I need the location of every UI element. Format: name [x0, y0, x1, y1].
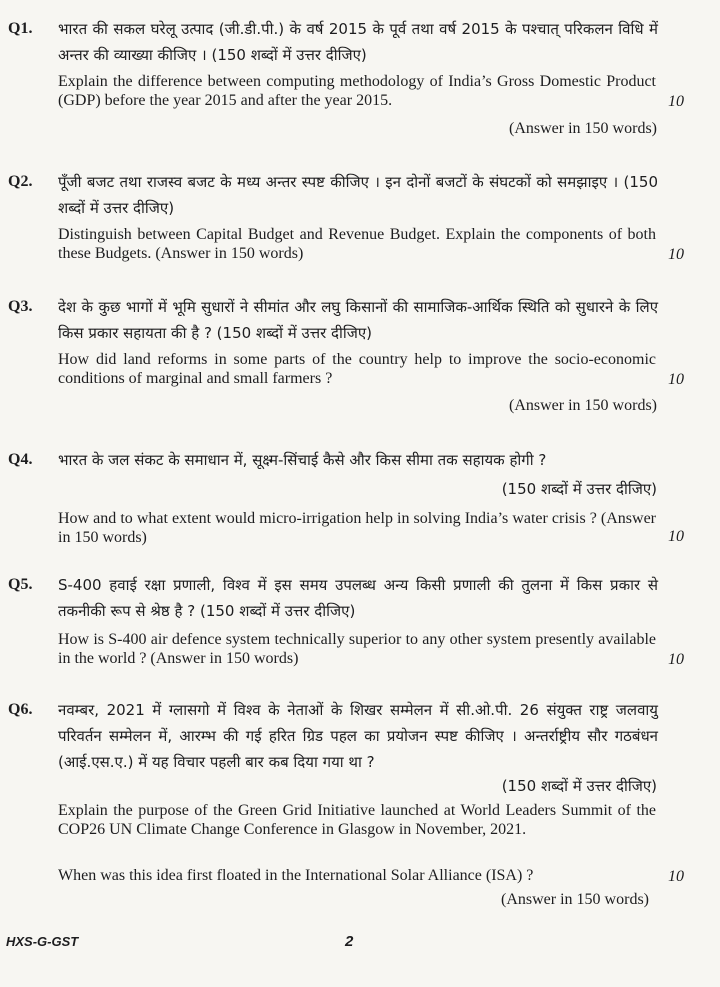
answer-word-limit: (Answer in 150 words): [509, 120, 657, 137]
marks: 10: [668, 371, 684, 388]
question-english-text: Explain the difference between computing methodology of India’s Gross Domestic Product (GDP) before the year 2015 and after the year 2015.: [58, 73, 656, 109]
question-english-text: Explain the purpose of the Green Grid Initiative launched at World Leaders Summit of the COP26 UN Climate Change Conference in Glasgow in November, 2021.: [58, 802, 656, 838]
paper-code: HXS-G-GST: [6, 934, 79, 949]
question-number: Q5.: [8, 576, 33, 593]
answer-word-limit: (Answer in 150 words): [501, 891, 649, 908]
question-english-followup: When was this idea first floated in the International Solar Alliance (ISA) ?: [58, 867, 534, 884]
question-number: Q1.: [8, 20, 33, 37]
question-english-text: How did land reforms in some parts of the country help to improve the socio-economic conditions of marginal and small farmers ?: [58, 351, 656, 387]
question-number: Q3.: [8, 298, 33, 315]
hindi-word-limit: (150 शब्दों में उत्तर दीजिए): [501, 480, 657, 498]
marks: 10: [668, 868, 684, 885]
page-number: 2: [345, 933, 354, 950]
answer-word-limit: (Answer in 150 words): [509, 397, 657, 414]
question-hindi-text: देश के कुछ भागों में भूमि सुधारों ने सीमांत और लघु किसानों की सामाजिक-आर्थिक स्थिति को सुधारने के लिए किस प्रकार सहायता की है ? (150 शब्दों में उत्तर दीजिए): [58, 298, 658, 342]
marks: 10: [668, 528, 684, 545]
question-hindi-text: नवम्बर, 2021 में ग्लासगो में विश्व के नेताओं के शिखर सम्मेलन में सी.ओ.पी. 26 संयुक्त राष्ट्र जलवायु परिवर्तन सम्मेलन में, आरम्भ की गई हरित ग्रिड पहल का प्रयोजन स्पष्ट कीजिए । अन्तर्राष्ट्रीय सौर गठबंधन (आई.एस.ए.) में यह विचार पहली बार कब दिया गया था ?: [58, 701, 658, 771]
question-number: Q2.: [8, 173, 33, 190]
question-number: Q4.: [8, 451, 33, 468]
marks: 10: [668, 651, 684, 668]
question-hindi-text: भारत की सकल घरेलू उत्पाद (जी.डी.पी.) के वर्ष 2015 के पूर्व तथा वर्ष 2015 के पश्चात् परिकलन विधि में अन्तर की व्याख्या कीजिए । (150 शब्दों में उत्तर दीजिए): [58, 20, 658, 64]
question-hindi-text: S-400 हवाई रक्षा प्रणाली, विश्व में इस समय उपलब्ध अन्य किसी प्रणाली की तुलना में किस प्रकार से तकनीकी रूप से श्रेष्ठ है ? (150 शब्दों में उत्तर दीजिए): [58, 576, 658, 620]
marks: 10: [668, 93, 684, 110]
question-english-text: How is S-400 air defence system technically superior to any other system presently available in the world ? (Answer in 150 words): [58, 631, 656, 667]
question-hindi-text: पूँजी बजट तथा राजस्व बजट के मध्य अन्तर स्पष्ट कीजिए । इन दोनों बजटों के संघटकों को समझाइए । (150 शब्दों में उत्तर दीजिए): [58, 173, 658, 217]
marks: 10: [668, 246, 684, 263]
question-english-text: Distinguish between Capital Budget and Revenue Budget. Explain the components of both these Budgets. (Answer in 150 words): [58, 226, 656, 262]
question-english-text: How and to what extent would micro-irrigation help in solving India’s water crisis ? (Answer in 150 words): [58, 510, 656, 546]
question-number: Q6.: [8, 701, 33, 718]
question-hindi-text: भारत के जल संकट के समाधान में, सूक्ष्म-सिंचाई कैसे और किस सीमा तक सहायक होगी ?: [58, 451, 547, 469]
hindi-word-limit: (150 शब्दों में उत्तर दीजिए): [501, 777, 657, 795]
